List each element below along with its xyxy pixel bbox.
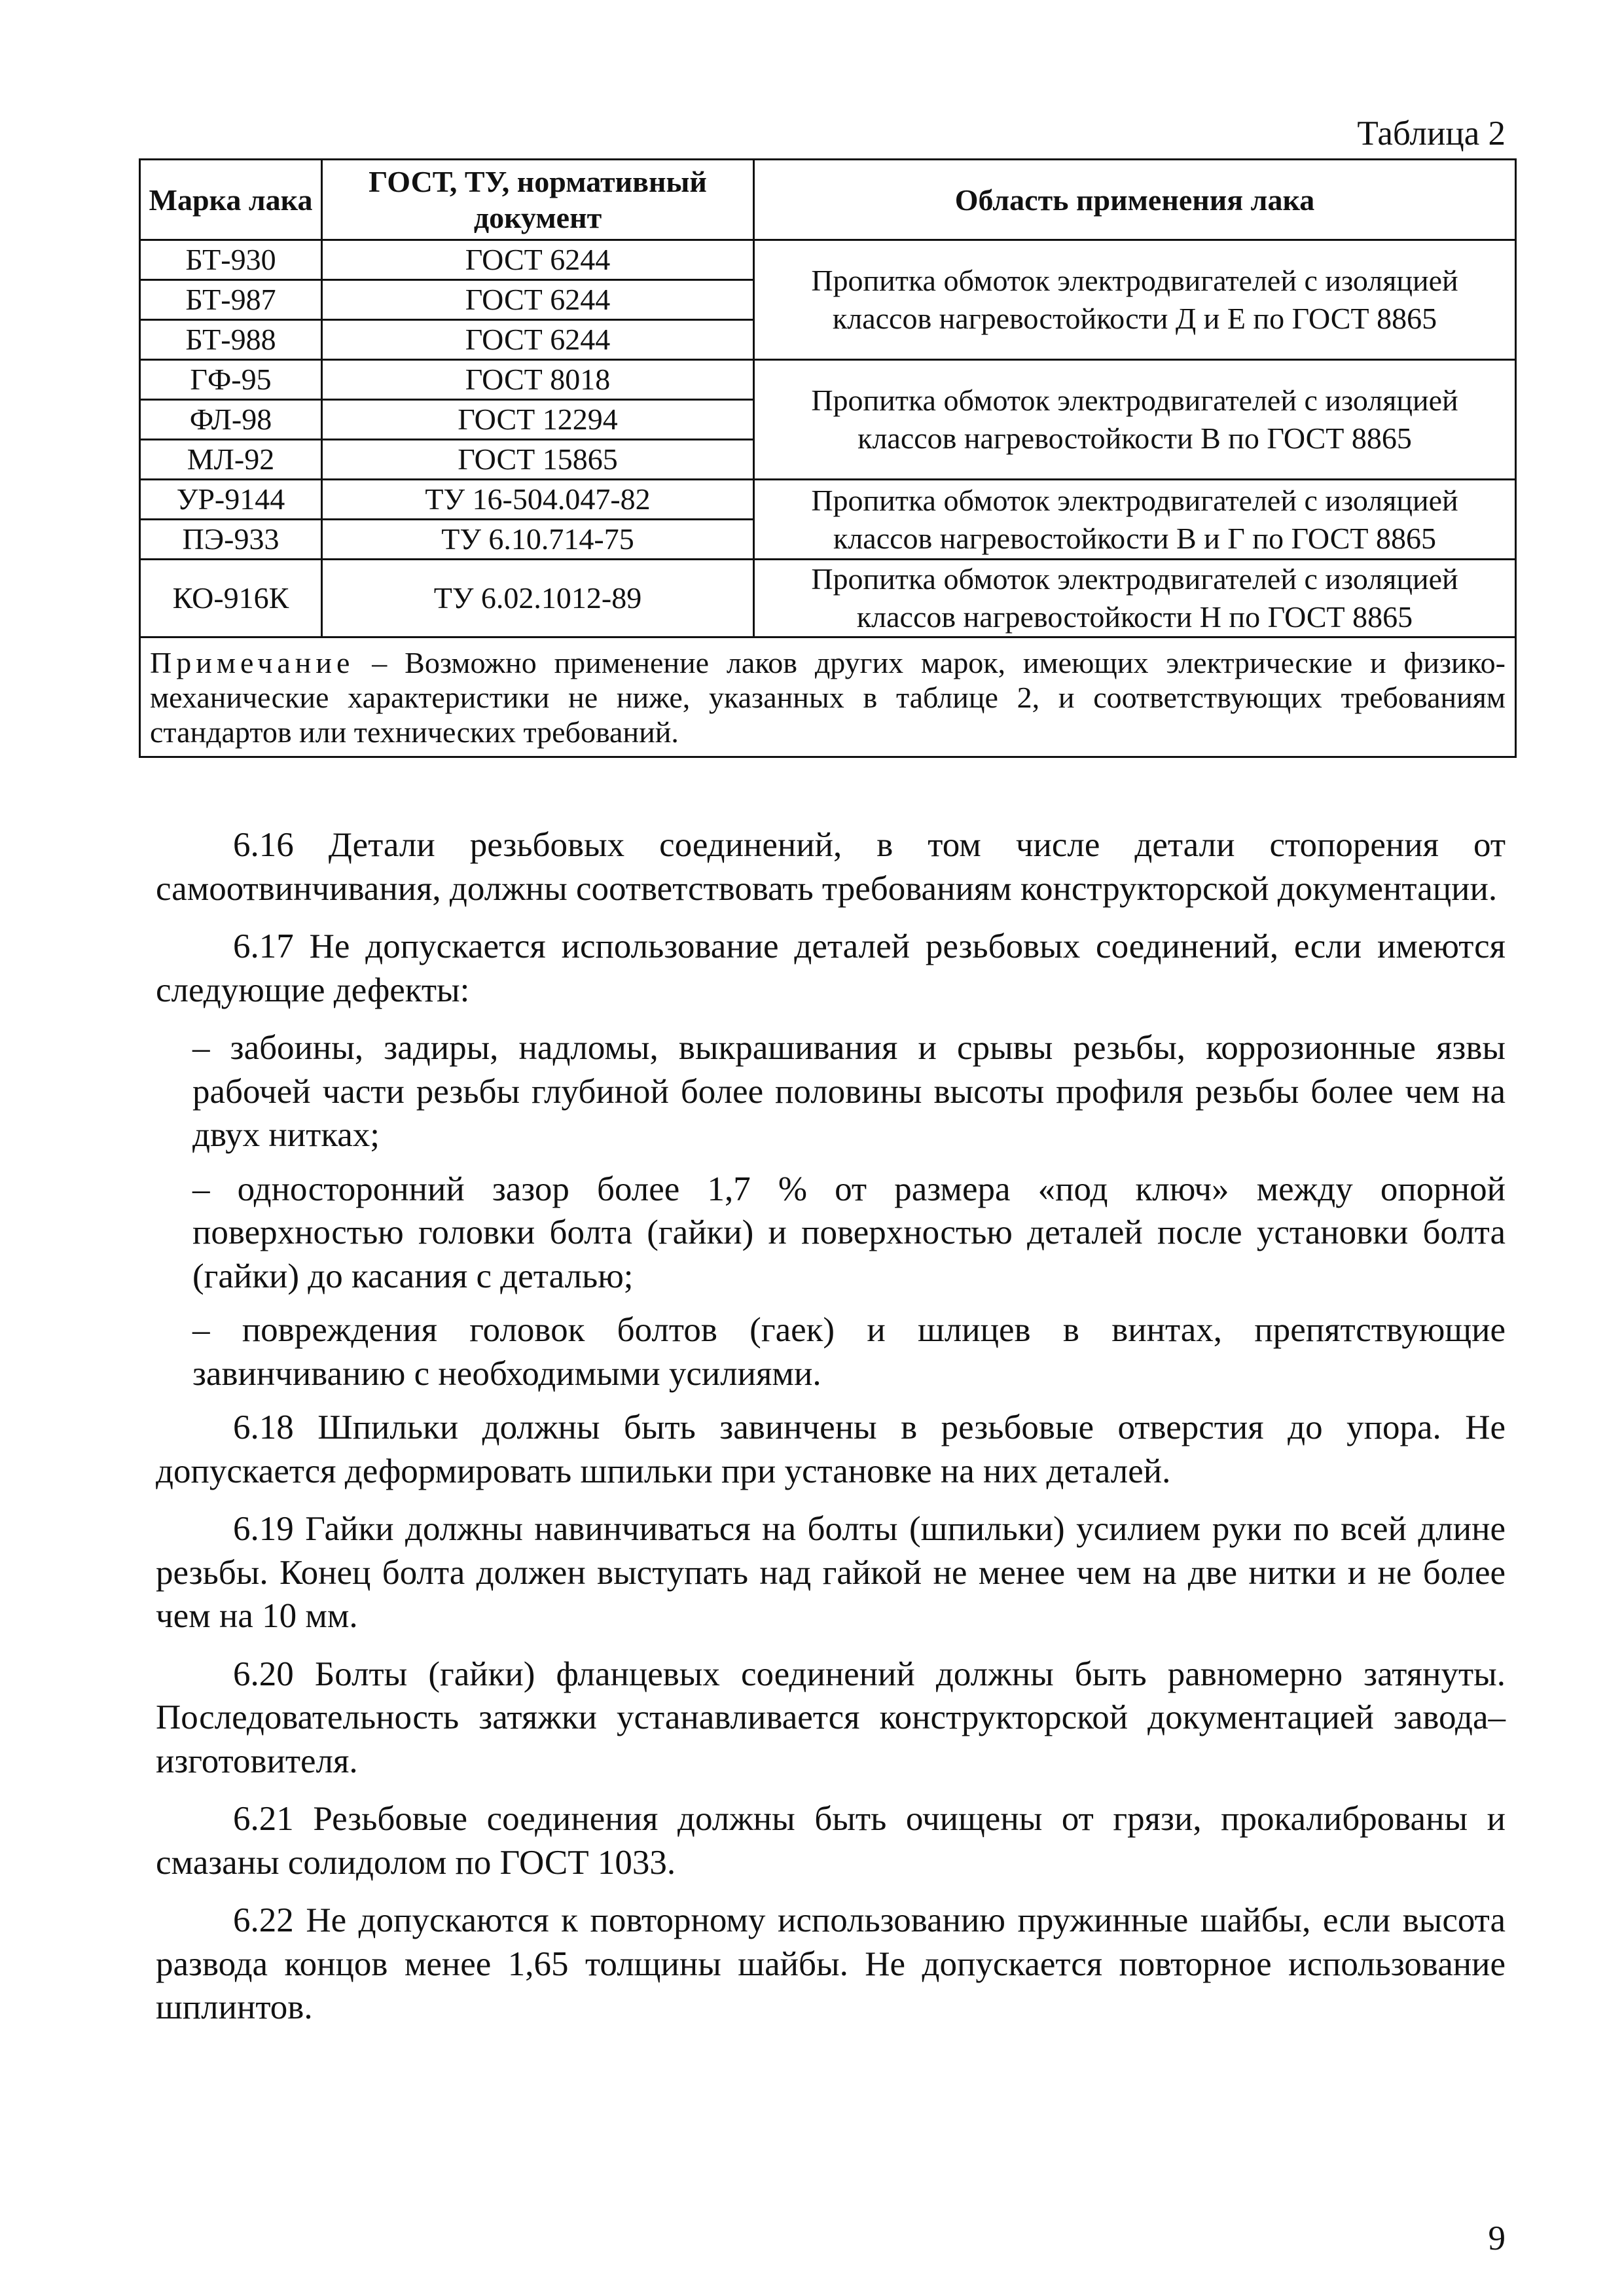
cell-mark: ФЛ-98 bbox=[140, 400, 322, 440]
note-label: Примечание bbox=[150, 645, 355, 679]
cell-mark: ГФ-95 bbox=[140, 360, 322, 400]
cell-mark: БТ-987 bbox=[140, 280, 322, 320]
table-header-row bbox=[140, 160, 1516, 240]
paragraph-6-19: 6.19 Гайки должны навинчиваться на болты (шпильки) усилием руки по всей длине резьбы. Конец болта должен выступать над гайкой не менее чем на две нитки и не более чем на 10 мм. bbox=[156, 1510, 1506, 1635]
cell-mark: ПЭ-933 bbox=[140, 520, 322, 560]
cell-doc: ГОСТ 8018 bbox=[322, 360, 754, 400]
table-row bbox=[140, 360, 1516, 400]
paragraph-6-16: 6.16 Детали резьбовых соединений, в том числе детали стопорения от самоотвинчивания, должны соответствовать требованиям конструкторской документации. bbox=[156, 826, 1506, 908]
defect-item: – повреждения головок болтов (гаек) и шлицев в винтах, препятствующие завинчиванию с необходимыми усилиями. bbox=[192, 1311, 1506, 1393]
header-application: Область применения лака bbox=[754, 160, 1516, 240]
note-text: – Возможно применение лаков других марок, имеющих электрические и физико-механические характеристики не ниже, указанных в таблице 2, и соответствующих требованиям стандартов или технических требований. bbox=[150, 645, 1506, 749]
defect-item: – забоины, задиры, надломы, выкрашивания и срывы резьбы, коррозионные язвы рабочей части резьбы глубиной более половины высоты профиля резьбы более чем на двух нитках; bbox=[192, 1029, 1506, 1154]
cell-doc: ГОСТ 6244 bbox=[322, 240, 754, 280]
cell-doc: ГОСТ 6244 bbox=[322, 320, 754, 360]
table-note-row bbox=[140, 637, 1516, 757]
paragraph-6-21: 6.21 Резьбовые соединения должны быть очищены от грязи, прокалиброваны и смазаны солидолом по ГОСТ 1033. bbox=[156, 1800, 1506, 1882]
defect-item: – односторонний зазор более 1,7 % от размера «под ключ» между опорной поверхностью головки болта (гайки) и поверхностью деталей после установки болта (гайки) до касания с деталью; bbox=[192, 1170, 1506, 1295]
header-mark: Марка лака bbox=[140, 160, 322, 240]
paragraph-6-18: 6.18 Шпильки должны быть завинчены в резьбовые отверстия до упора. Не допускается деформировать шпильки при установке на них деталей. bbox=[156, 1408, 1506, 1490]
table-row bbox=[140, 480, 1516, 520]
header-doc: ГОСТ, ТУ, нормативный документ bbox=[322, 160, 754, 240]
table-caption: Таблица 2 bbox=[1357, 115, 1506, 152]
cell-doc: ТУ 6.10.714-75 bbox=[322, 520, 754, 560]
paragraph-6-22: 6.22 Не допускаются к повторному использованию пружинные шайбы, если высота развода концов менее 1,65 толщины шайбы. Не допускается повторное использование шплинтов. bbox=[156, 1901, 1506, 2026]
cell-mark: КО-916К bbox=[140, 560, 322, 637]
paragraph-6-20: 6.20 Болты (гайки) фланцевых соединений должны быть равномерно затянуты. Последовательность затяжки устанавливается конструкторской документацией завода–изготовителя. bbox=[156, 1655, 1506, 1780]
cell-mark: УР-9144 bbox=[140, 480, 322, 520]
cell-application: Пропитка обмоток электродвигателей с изоляцией классов нагревостойкости Н по ГОСТ 8865 bbox=[754, 560, 1516, 637]
cell-mark: МЛ-92 bbox=[140, 440, 322, 480]
paragraph-6-17: 6.17 Не допускается использование деталей резьбовых соединений, если имеются следующие дефекты: bbox=[156, 927, 1506, 1009]
cell-application: Пропитка обмоток электродвигателей с изоляцией классов нагревостойкости В и Г по ГОСТ 8865 bbox=[754, 480, 1516, 560]
body-text bbox=[156, 823, 1506, 2030]
cell-mark: БТ-988 bbox=[140, 320, 322, 360]
cell-doc: ТУ 6.02.1012-89 bbox=[322, 560, 754, 637]
cell-application: Пропитка обмоток электродвигателей с изоляцией классов нагревостойкости В по ГОСТ 8865 bbox=[754, 360, 1516, 480]
cell-doc: ТУ 16-504.047-82 bbox=[322, 480, 754, 520]
varnish-table bbox=[139, 158, 1517, 758]
cell-doc: ГОСТ 6244 bbox=[322, 280, 754, 320]
table-row bbox=[140, 240, 1516, 280]
cell-mark: БТ-930 bbox=[140, 240, 322, 280]
table-row bbox=[140, 560, 1516, 637]
cell-application: Пропитка обмоток электродвигателей с изоляцией классов нагревостойкости Д и Е по ГОСТ 8865 bbox=[754, 240, 1516, 360]
page-number: 9 bbox=[1488, 2219, 1506, 2257]
cell-doc: ГОСТ 15865 bbox=[322, 440, 754, 480]
table-note bbox=[140, 637, 1516, 757]
cell-doc: ГОСТ 12294 bbox=[322, 400, 754, 440]
